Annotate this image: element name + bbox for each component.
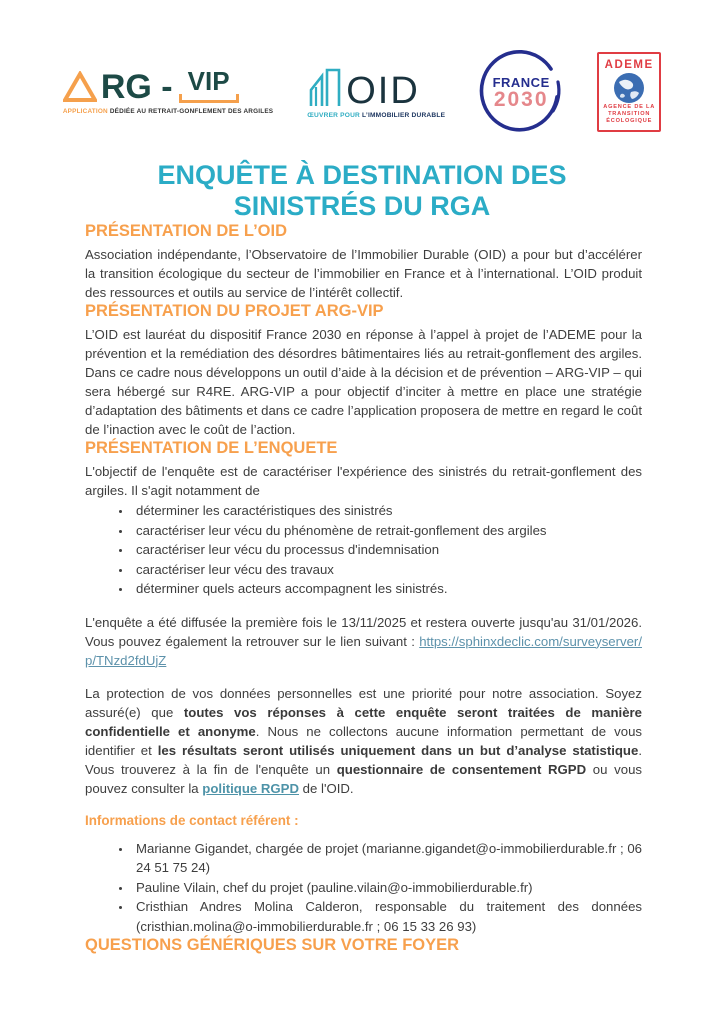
france-2030-france-text: FRANCE: [492, 74, 550, 90]
arg-vip-tagline-rest: DÉDIÉE AU RETRAIT-GONFLEMENT DES ARGILES: [107, 108, 274, 115]
rgpd-bold-text: questionnaire de consentement RGPD: [336, 761, 587, 777]
rgpd-text: . Nous ne collectons aucune information permettant de vous identifier et: [85, 723, 642, 758]
diffusion-paragraph: [85, 613, 642, 670]
section-body-oid: Association indépendante, l’Observatoire de l’Immobilier Durable (OID) a pour but d’accélérer la transition écologique du secteur de l’immobilier en France et à l’international. L’OID produit des ressources et outils au service de l’intérêt collectif.: [85, 247, 642, 300]
section-heading-foyer: QUESTIONS GÉNÉRIQUES SUR VOTRE FOYER: [85, 936, 460, 954]
oid-tagline: [307, 112, 445, 119]
rgpd-paragraph: [85, 684, 642, 798]
rgpd-policy-link[interactable]: politique RGPD: [202, 780, 300, 796]
arg-vip-vip-block: [179, 66, 239, 103]
rgpd-bold-text: les résultats seront utilisés uniquement dans un but d’analyse statistique: [157, 742, 639, 758]
rgpd-text: La protection de vos données personnelles est une priorité pour notre association. Soyez assuré(e) que: [85, 685, 642, 720]
list-item: • déterminer les caractéristiques des sinistrés: [132, 501, 642, 521]
list-item: • caractériser leur vécu du phénomène de retrait-gonflement des argiles: [132, 521, 642, 541]
diffusion-text: L'enquête a été diffusée la première fois le 13/11/2025 et restera ouverte jusqu'au 31/01/2026. Vous pouvez également la retrouver sur le lien suivant :: [85, 614, 642, 649]
oid-word-text: OID: [346, 69, 420, 112]
contact-item: • Pauline Vilain, chef du projet (pauline.vilain@o-immobilierdurable.fr): [132, 878, 642, 898]
oid-wordmark: [307, 66, 420, 112]
ademe-globe-icon: [613, 72, 645, 104]
arg-vip-tagline-highlight: APPLICATION: [62, 108, 108, 115]
oid-tagline-highlight: ŒUVRER POUR: [307, 111, 361, 119]
section-heading-enquete: PRÉSENTATION DE L’ENQUETE: [85, 439, 338, 457]
ademe-logo: [597, 52, 661, 132]
arg-vip-triangle-icon: [63, 71, 97, 103]
contacts-heading: Informations de contact référent :: [85, 812, 299, 828]
arg-vip-rg-text: RG -: [100, 68, 173, 106]
list-item: • déterminer quels acteurs accompagnent les sinistrés.: [132, 579, 642, 599]
arg-vip-vip-text: VIP: [187, 66, 230, 96]
section-intro-enquete: L'objectif de l'enquête est de caractériser l'expérience des sinistrés du retrait-gonflement des argiles. Il s'agit notamment de: [85, 464, 642, 498]
page-title: [0, 160, 724, 222]
enquete-objectives-list: [85, 501, 642, 599]
page-title-line2: SINISTRÉS DU RGA: [233, 191, 491, 221]
ademe-tagline-line: TRANSITION: [608, 111, 651, 117]
ademe-tagline: [603, 104, 655, 125]
ademe-title-text: ADEME: [604, 59, 654, 71]
ademe-tagline-line: ÉCOLOGIQUE: [606, 118, 653, 124]
section-heading-argvip: PRÉSENTATION DU PROJET ARG-VIP: [85, 302, 384, 320]
section-heading-oid: PRÉSENTATION DE L’OID: [85, 222, 287, 240]
page-title-line1: ENQUÊTE À DESTINATION DES: [157, 160, 567, 190]
rgpd-text: ou vous pouvez consulter la: [85, 761, 643, 796]
rgpd-bold-text: toutes vos réponses à cette enquête seront traitées de manière confidentielle et anonyme: [85, 704, 642, 739]
logo-row: [0, 0, 724, 136]
france-2030-2030-text: 2030: [493, 87, 549, 111]
contacts-list: [85, 839, 642, 937]
list-item: • caractériser leur vécu du processus d'indemnisation: [132, 540, 642, 560]
document-content: [0, 222, 724, 955]
contact-item: • Cristhian Andres Molina Calderon, responsable du traitement des données (cristhian.molina@o-immobilierdurable.fr ; 06 15 33 26 93): [132, 897, 642, 936]
survey-link[interactable]: https://sphinxdeclic.com/surveyserver/p/TNzd2fdUjZ: [85, 633, 642, 668]
ademe-tagline-line: AGENCE DE LA: [603, 104, 656, 110]
rgpd-text: de l'OID.: [299, 780, 354, 796]
oid-tagline-rest: L’IMMOBILIER DURABLE: [360, 111, 446, 119]
rgpd-text: . Vous trouverez à la fin de l'enquête un: [85, 742, 642, 777]
arg-vip-wordmark: [63, 66, 239, 106]
arg-vip-bracket-icon: [179, 94, 239, 103]
section-body-argvip: L’OID est lauréat du dispositif France 2030 en réponse à l’appel à projet de l’ADEME pour la prévention et la remédiation des désordres bâtimentaires liés au retrait-gonflement des argiles. Dans ce cadre nous développons un outil d’aide à la décision et de prévention – ARG-VIP – qui sera hébergé sur R4RE. ARG-VIP a pour objectif d’inciter à mettre en place une stratégie d’adaptation des bâtiments et dans ce cadre l’application proposera de mettre en regard le coût de l’inaction avec le coût de l’action.: [85, 327, 642, 437]
arg-vip-logo: [62, 66, 274, 115]
list-item: • caractériser leur vécu des travaux: [132, 560, 642, 580]
oid-logo: [307, 66, 445, 119]
arg-vip-tagline: [63, 108, 273, 115]
contact-item: • Marianne Gigandet, chargée de projet (marianne.gigandet@o-immobilierdurable.fr ; 06 24 51 75 24): [132, 839, 642, 878]
oid-building-icon: [307, 66, 343, 108]
france-2030-logo: [479, 49, 563, 135]
